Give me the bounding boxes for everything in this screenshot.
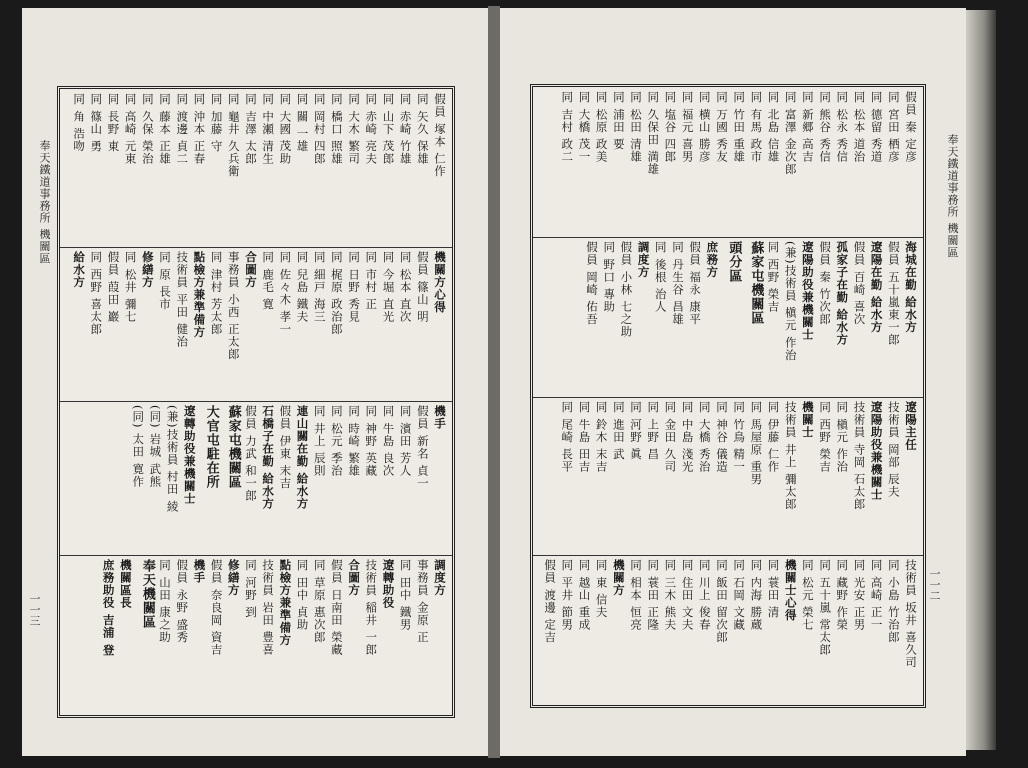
roster-entry: 技術員 岩田 豊喜: [261, 559, 276, 656]
roster-entry: 遼轉助役: [381, 559, 396, 609]
roster-entry: 同 赤崎 亮夫: [364, 93, 379, 165]
roster-entry: 同 長野 東: [106, 93, 121, 153]
right-frame: [530, 84, 926, 708]
roster-entry: 同 富澤 金次郎: [783, 91, 798, 176]
roster-entry: 遼陽在勤 給水方: [869, 241, 884, 334]
roster-entry: 機關方心得: [433, 251, 447, 314]
roster-entry: 同 松元 榮七: [800, 559, 815, 631]
roster-entry: 同 中島 淺光: [680, 401, 695, 473]
roster-entry: 同 佐々木 孝一: [278, 251, 293, 336]
roster-entry: 同 日野 秀見: [347, 251, 362, 323]
roster-entry: 同 藏野 作榮: [835, 559, 850, 631]
roster-entry: 假員 岡崎 佑吾: [585, 241, 599, 326]
roster-entry: 同 尾崎 長平: [560, 401, 575, 473]
roster-entry: 技術員 平田 健治: [175, 251, 190, 348]
roster-entry: 同 横山 勝彦: [697, 91, 712, 163]
roster-entry: 機關區長: [118, 559, 133, 609]
roster-entry: 假員 小林 七之助: [619, 241, 634, 338]
roster-entry: 假員 秦 定彦: [904, 91, 918, 163]
book-binding: [488, 6, 500, 758]
roster-entry: 遼陽助役兼機關士: [869, 401, 884, 501]
roster-entry: 同 吉澤 太郎: [243, 93, 258, 165]
roster-entry: 庶務助役 吉浦 登: [101, 559, 116, 657]
roster-entry: 同 松田 清雄: [629, 91, 643, 163]
roster-entry: 蘇家屯機關區: [225, 405, 241, 489]
roster-entry: 同 松原 政美: [594, 91, 609, 163]
roster-entry: 同 槇元 作治: [835, 401, 850, 473]
roster-entry: 事務員 金原 正: [415, 559, 430, 644]
roster-entry: 同 進田 武: [611, 401, 626, 461]
roster-entry: 合圖方: [347, 559, 362, 597]
page-number-right: 一一二: [928, 568, 941, 601]
roster-entry: 同 篠山 勇: [89, 93, 104, 153]
roster-entry: 機手: [433, 405, 447, 430]
right-page: [498, 8, 966, 756]
roster-entry: 假員 百崎 喜次: [852, 241, 867, 326]
roster-entry: 同 松井 彌七: [123, 251, 138, 323]
roster-entry: 技術員 坂井 喜久司: [904, 559, 918, 669]
roster-entry: 同 平井 節男: [560, 559, 575, 631]
roster-entry: 同 津村 芳太郎: [209, 251, 224, 336]
roster-entry: 同 後根 治人: [653, 241, 668, 313]
right-band-3: [533, 397, 923, 556]
roster-entry: 同 牛島 良次: [381, 405, 396, 477]
roster-entry: (兼)技術員 槇元 作治: [783, 241, 798, 362]
roster-entry: 同 大木 繁司: [347, 93, 362, 165]
right-band-1: [533, 87, 923, 238]
roster-entry: 同 宮田 栖彦: [886, 91, 901, 163]
roster-entry: 同 竹田 重雄: [732, 91, 747, 163]
roster-entry: 調度方: [433, 559, 447, 597]
left-band-4: [60, 555, 452, 715]
right-band-4: [533, 555, 923, 705]
left-frame: [57, 86, 455, 718]
roster-entry: 同 德留 秀道: [869, 91, 884, 163]
roster-entry: 機關士: [800, 401, 815, 439]
running-title-left: 奉天鐵道事務所 機關區: [38, 140, 51, 265]
roster-entry: 同 龜井 久兵衛: [226, 93, 241, 178]
roster-entry: 技術員 井上 彌太郎: [783, 401, 798, 511]
roster-entry: 同 三木 熊夫: [663, 559, 678, 631]
roster-entry: 同 松元 季治: [329, 405, 344, 477]
roster-entry: 同 鹿毛 寛: [261, 251, 276, 311]
roster-entry: 同 熊谷 秀信: [818, 91, 833, 163]
roster-entry: 給水方: [72, 251, 87, 289]
roster-entry: 同 塩谷 四郎: [663, 91, 678, 163]
roster-entry: 機關士心得: [783, 559, 798, 622]
roster-entry: 同 高崎 元東: [123, 93, 138, 165]
roster-entry: 同 石岡 文藏: [732, 559, 747, 631]
roster-entry: 同 北島 信雄: [766, 91, 781, 163]
roster-entry: 同 濱田 芳人: [398, 405, 413, 477]
roster-entry: 同 岡村 四郎: [312, 93, 327, 165]
page-edge: [966, 10, 996, 750]
roster-entry: 石橋子在勤 給水方: [261, 405, 276, 511]
roster-entry: 同 原 長市: [158, 251, 172, 311]
roster-entry: 同 大橋 秀治: [697, 401, 712, 473]
roster-entry: 假員 篠山 明: [415, 251, 430, 323]
roster-entry: 同 矢久 保雄: [415, 93, 430, 165]
roster-entry: 假員 秦 竹次郎: [818, 241, 833, 326]
roster-entry: 假員 塚本 仁作: [433, 93, 447, 178]
roster-entry: 同 竹鳥 精一: [732, 401, 747, 473]
roster-entry: (兼)技術員 村田 綾: [165, 405, 180, 513]
roster-entry: 同 野口 專助: [602, 241, 617, 313]
roster-entry: 點檢方兼準備方: [192, 251, 207, 339]
roster-entry: 同 井上 辰則: [312, 405, 327, 477]
roster-entry: 同 松本 直次: [398, 251, 413, 323]
roster-entry: 同 丹生谷 昌雄: [670, 241, 685, 326]
roster-entry: 修繕方: [140, 251, 155, 289]
left-band-3: [60, 401, 452, 556]
roster-entry: 同 久保田 満雄: [646, 91, 661, 176]
roster-entry: 同 大橋 茂一: [577, 91, 592, 163]
roster-entry: (同) 太田 寛作: [131, 405, 146, 488]
roster-entry: 同 上野 昌: [646, 401, 661, 461]
roster-entry: 同 角 浩吻: [72, 93, 87, 153]
roster-entry: 頭分區: [726, 241, 742, 283]
roster-entry: 同 關 一雄: [295, 93, 310, 153]
roster-entry: 海城在勤 給水方: [904, 241, 918, 334]
roster-entry: 點檢方兼準備方: [278, 559, 293, 647]
roster-entry: 技術員 岡部 辰夫: [886, 401, 901, 498]
roster-entry: 同 内海 勝蔵: [749, 559, 764, 631]
roster-entry: 同 梶原 政治郎: [329, 251, 344, 336]
roster-entry: 假員 奈良岡 資吉: [209, 559, 224, 656]
roster-entry: 技術員 寺岡 石太郎: [852, 401, 867, 511]
left-band-1: [60, 89, 452, 248]
roster-entry: 同 山田 康之助: [158, 559, 172, 644]
roster-entry: 同 小島 竹治郎: [886, 559, 901, 644]
roster-entry: 同 西野 喜太郎: [89, 251, 104, 336]
roster-entry: 同 渡邊 貞二: [175, 93, 190, 165]
roster-entry: 同 浦田 要: [611, 91, 626, 151]
roster-entry: 調度方: [636, 241, 651, 279]
roster-entry: 同 有馬 政市: [749, 91, 764, 163]
roster-entry: 同 相本 恒亮: [629, 559, 643, 631]
roster-entry: 同 大國 茂助: [278, 93, 293, 165]
right-band-2: [533, 237, 923, 398]
roster-entry: 同 橋口 照雄: [329, 93, 344, 165]
roster-entry: 假員 力武 和一郎: [243, 405, 258, 502]
roster-entry: 連山關在勤 給水方: [295, 405, 310, 511]
roster-entry: 同 飯田 留次郎: [714, 559, 729, 644]
roster-entry: 同 草原 惠次郎: [312, 559, 327, 644]
roster-entry: 同 伊藤 仁作: [766, 401, 781, 473]
roster-entry: 同 牛島 田吉: [577, 401, 592, 473]
roster-entry: 同 光安 正男: [852, 559, 867, 631]
roster-entry: 遼陽助役兼機關士: [800, 241, 815, 341]
roster-entry: 同 久保 榮治: [140, 93, 155, 165]
roster-entry: 機關方: [611, 559, 626, 597]
roster-entry: 同 東 信夫: [594, 559, 609, 619]
roster-entry: 同 神野 英藏: [364, 405, 379, 477]
roster-entry: 遼陽主任: [904, 401, 918, 451]
roster-entry: 同 田中 鐵男: [398, 559, 413, 631]
roster-entry: 同 今堀 直光: [381, 251, 396, 323]
roster-entry: 同 西野 榮吉: [818, 401, 833, 473]
roster-entry: 蘇家屯機關區: [748, 241, 764, 325]
roster-entry: 假員 渡邊 定吉: [543, 559, 558, 644]
roster-entry: 假員 五十嵐東一郎: [886, 241, 901, 346]
roster-entry: 同 山下 茂郎: [381, 93, 396, 165]
roster-entry: 同 藤本 正雄: [158, 93, 172, 165]
running-title-right: 奉天鐵道事務所 機關區: [946, 134, 959, 259]
roster-entry: 同 鈴木 末吉: [594, 401, 609, 473]
roster-entry: 遼轉助役兼機關士: [182, 405, 197, 505]
left-page: [22, 8, 490, 756]
roster-entry: 同 吉村 政二: [560, 91, 575, 163]
roster-entry: 同 福元 喜男: [680, 91, 695, 163]
roster-entry: (同) 岩城 武熊: [148, 405, 163, 488]
roster-entry: 同 加藤 守: [209, 93, 224, 153]
left-band-2: [60, 247, 452, 402]
roster-entry: 奉天機關區: [139, 559, 155, 629]
roster-entry: 同 河野 眞: [629, 401, 643, 461]
roster-entry: 同 松永 秀信: [835, 91, 850, 163]
roster-entry: 假員 日南田 榮藏: [329, 559, 344, 656]
roster-entry: 同 金田 久司: [663, 401, 678, 473]
roster-entry: 機手: [192, 559, 207, 584]
roster-entry: 修繕方: [226, 559, 241, 597]
roster-entry: 同 万國 秀友: [714, 91, 729, 163]
roster-entry: 孤家子在勤 給水方: [835, 241, 850, 347]
roster-entry: 同 川上 俊春: [697, 559, 712, 631]
roster-entry: 合圖方: [243, 251, 258, 289]
roster-entry: 同 細戸 海三: [312, 251, 327, 323]
roster-entry: 同 馬屋原 重男: [749, 401, 764, 486]
roster-entry: 同 高崎 正一: [869, 559, 884, 631]
roster-entry: 同 新郷 高吉: [800, 91, 815, 163]
roster-entry: 同 住田 文夫: [680, 559, 695, 631]
roster-entry: 同 兒島 鐵夫: [295, 251, 310, 323]
roster-entry: 同 時崎 繁雄: [347, 405, 362, 477]
roster-entry: 大官屯駐在所: [203, 405, 219, 489]
roster-entry: 同 神谷 儀造: [714, 401, 729, 473]
roster-entry: 假員 伊東 末吉: [278, 405, 293, 490]
roster-entry: 同 蓑田 正隆: [646, 559, 661, 631]
roster-entry: 假員 葭田 巖: [106, 251, 121, 323]
roster-entry: 事務員 小西 正太郎: [226, 251, 241, 361]
roster-entry: 同 蓑田 清: [766, 559, 781, 619]
page-number-left: 一一三: [28, 593, 41, 626]
roster-entry: 同 五十嵐 常太郎: [818, 559, 833, 656]
roster-entry: 同 中瀬 清生: [261, 93, 276, 165]
roster-entry: 假員 福永 康平: [688, 241, 703, 326]
roster-entry: 同 松本 道治: [852, 91, 867, 163]
roster-entry: 技術員 稲井 一郎: [364, 559, 379, 656]
roster-entry: 同 赤崎 竹雄: [398, 93, 413, 165]
roster-entry: 同 西野 榮吉: [766, 241, 781, 313]
roster-entry: 同 田中 貞助: [295, 559, 310, 631]
roster-entry: 同 沖本 正春: [192, 93, 207, 165]
roster-entry: 庶務方: [705, 241, 720, 279]
roster-entry: 同 市村 正: [364, 251, 379, 311]
roster-entry: 同 河野 到: [243, 559, 258, 619]
roster-entry: 同 越山 重成: [577, 559, 592, 631]
roster-entry: 假員 新名 貞一: [415, 405, 430, 490]
roster-entry: 假員 永野 盛秀: [175, 559, 190, 644]
